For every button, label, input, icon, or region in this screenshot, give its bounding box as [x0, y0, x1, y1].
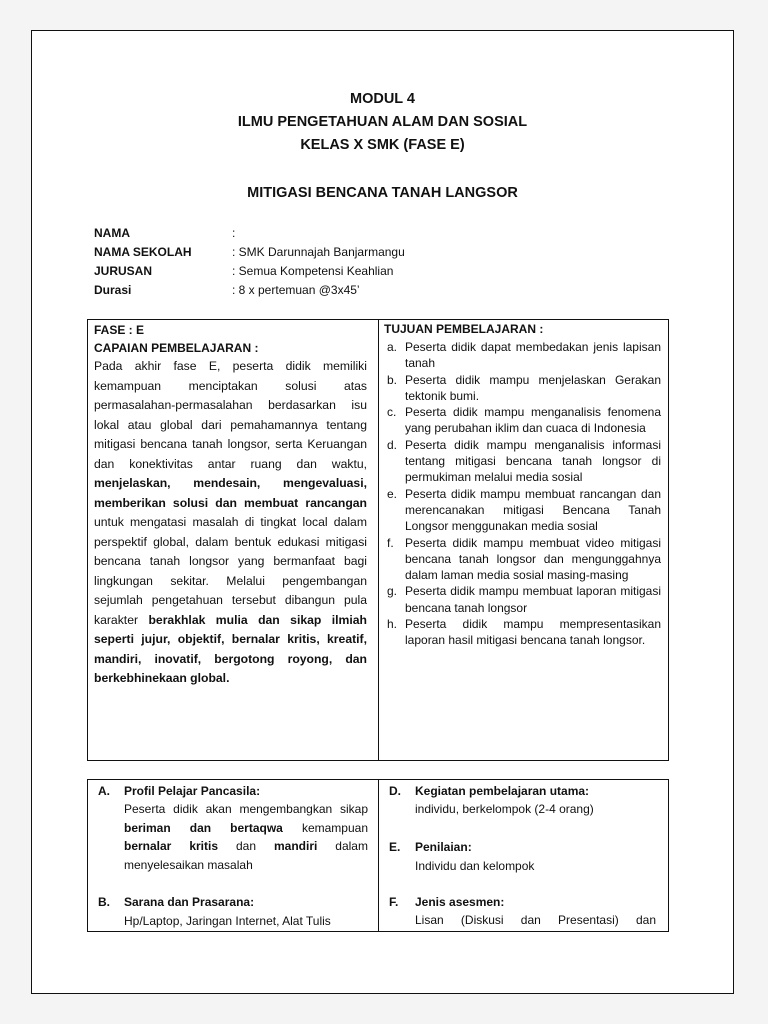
capaian-paragraph — [94, 357, 367, 689]
tujuan-cell — [379, 320, 668, 760]
list-item-text: Peserta didik mampu menganalisis informasi tentang mitigasi bencana tanah longsor di permukiman melalui media sosial — [405, 437, 661, 485]
identity-value: : 8 x pertemuan @3x45’ — [232, 283, 360, 297]
list-item — [384, 437, 661, 486]
list-item-text: Peserta didik dapat membedakan jenis lapisan tanah — [405, 340, 661, 371]
profil-text-bold: beriman dan bertaqwa — [124, 820, 283, 835]
profil-text-part: dalam menyelesaikan masalah — [124, 839, 368, 872]
kegiatan-section — [379, 782, 656, 818]
identity-row-nama — [94, 224, 405, 243]
section-marker: A. — [98, 784, 110, 798]
identity-block — [94, 224, 405, 300]
asesmen-heading: Jenis asesmen: — [415, 895, 505, 909]
list-marker: g. — [387, 584, 398, 599]
list-item — [384, 486, 661, 535]
asesmen-text: Lisan (Diskusi dan Presentasi) dan — [415, 913, 656, 927]
list-item — [384, 535, 661, 584]
profil-text-part: kemampuan — [301, 820, 368, 835]
identity-value: : Semua Kompetensi Keahlian — [232, 264, 394, 278]
profil-text — [112, 800, 368, 874]
identity-value: : — [232, 226, 236, 240]
list-marker: d. — [387, 437, 398, 452]
penilaian-section — [379, 838, 656, 876]
profil-text-bold: mandiri — [273, 839, 318, 853]
profil-text-part: dan — [235, 839, 257, 853]
topic-title: MITIGASI BENCANA TANAH LANGSOR — [247, 185, 518, 201]
sarana-heading: Sarana dan Prasarana: — [124, 895, 255, 909]
list-item — [384, 339, 661, 372]
list-marker: b. — [387, 372, 398, 387]
tujuan-heading: TUJUAN PEMBELAJARAN : — [384, 322, 544, 336]
section-marker: E. — [389, 840, 401, 854]
list-item-text: Peserta didik mampu membuat laporan mitigasi bencana tanah longsor — [405, 584, 661, 615]
class-title: KELAS X SMK (FASE E) — [300, 137, 465, 153]
section-marker: F. — [389, 895, 399, 909]
identity-row-durasi — [94, 281, 405, 300]
subject-title: ILMU PENGETAHUAN ALAM DAN SOSIAL — [237, 114, 528, 130]
info-right-cell — [379, 780, 668, 931]
list-item-text: Peserta didik mampu membuat video mitigasi bencana tanah longsor dan mengunggahnya dalam laman media sosial masing-masing — [405, 535, 661, 583]
list-item — [384, 583, 661, 616]
capaian-heading: CAPAIAN PEMBELAJARAN : — [94, 341, 259, 355]
list-item-text: Peserta didik mampu menganalisis fenomena yang perubahan iklim dan cuaca di Indonesia — [405, 405, 661, 436]
kegiatan-heading: Kegiatan pembelajaran utama: — [415, 784, 590, 798]
profil-section — [88, 782, 368, 874]
fase-label: FASE : E — [94, 323, 145, 337]
identity-row-sekolah — [94, 243, 405, 262]
list-item — [384, 372, 661, 405]
tujuan-list — [384, 339, 661, 649]
list-item-text: Peserta didik mampu mempresentasikan laporan hasil mitigasi bencana tanah longsor. — [405, 617, 661, 648]
info-left-cell — [88, 780, 378, 931]
asesmen-section — [379, 893, 656, 929]
info-table — [87, 779, 669, 932]
list-item-text: Peserta didik mampu membuat rancangan dan merencanakan mitigasi Bencana Tanah Longsor menggunakan media sosial — [405, 486, 661, 534]
profil-heading: Profil Pelajar Pancasila: — [124, 784, 261, 798]
identity-label: JURUSAN — [94, 264, 153, 278]
list-item — [384, 616, 661, 649]
list-marker: c. — [387, 405, 397, 420]
section-marker: B. — [98, 895, 110, 909]
capaian-text: Pada akhir fase E, peserta didik memiliki kemampuan menciptakan solusi atas permasalahan-permasalahan berdasarkan isu lokal atau global dari pemahamannya tentang mitigasi bencana tanah longsor, serta Keruangan dan konektivitas antar ruang dan waktu, — [94, 359, 367, 471]
penilaian-heading: Penilaian: — [415, 840, 472, 854]
kegiatan-text: individu, berkelompok (2-4 orang) — [415, 802, 594, 816]
sarana-section — [88, 893, 368, 931]
list-item-text: Peserta didik mampu menjelaskan Gerakan tektonik bumi. — [405, 372, 661, 403]
section-marker: D. — [389, 784, 401, 798]
capaian-cell — [88, 320, 378, 760]
list-marker: f. — [387, 535, 394, 550]
identity-value: : SMK Darunnajah Banjarmangu — [232, 245, 405, 259]
learning-table — [87, 319, 669, 761]
penilaian-text: Individu dan kelompok — [415, 859, 535, 873]
document-page — [31, 30, 734, 994]
capaian-text-bold: berakhlak mulia dan sikap ilmiah seperti jujur, objektif, bernalar kritis, kreatif, mandiri, inovatif, bergotong royong, dan berkebhinekaan global. — [94, 612, 367, 685]
identity-row-jurusan — [94, 262, 405, 281]
profil-text-bold: bernalar kritis — [124, 839, 219, 853]
capaian-text-bold: menjelaskan, mendesain, mengevaluasi, memberikan solusi dan membuat rancangan — [94, 476, 367, 510]
profil-text-part: Peserta didik akan mengembangkan sikap — [124, 802, 368, 816]
module-title: MODUL 4 — [350, 91, 415, 107]
identity-label: NAMA SEKOLAH — [94, 245, 192, 259]
identity-label: Durasi — [94, 283, 132, 297]
sarana-text: Hp/Laptop, Jaringan Internet, Alat Tulis — [124, 914, 331, 928]
list-marker: a. — [387, 340, 398, 354]
capaian-text: untuk mengatasi masalah di tingkat local dalam perspektif global, dalam bentuk edukasi mitigasi bencana tanah longsor yang bermanfaat bagi lingkungan sekitar. Melalui pengembangan sejumlah pengetahuan tersebut dibangun pula karakter — [94, 515, 367, 627]
list-item — [384, 404, 661, 437]
list-marker: e. — [387, 486, 398, 501]
identity-label: NAMA — [94, 226, 130, 240]
list-marker: h. — [387, 617, 398, 632]
